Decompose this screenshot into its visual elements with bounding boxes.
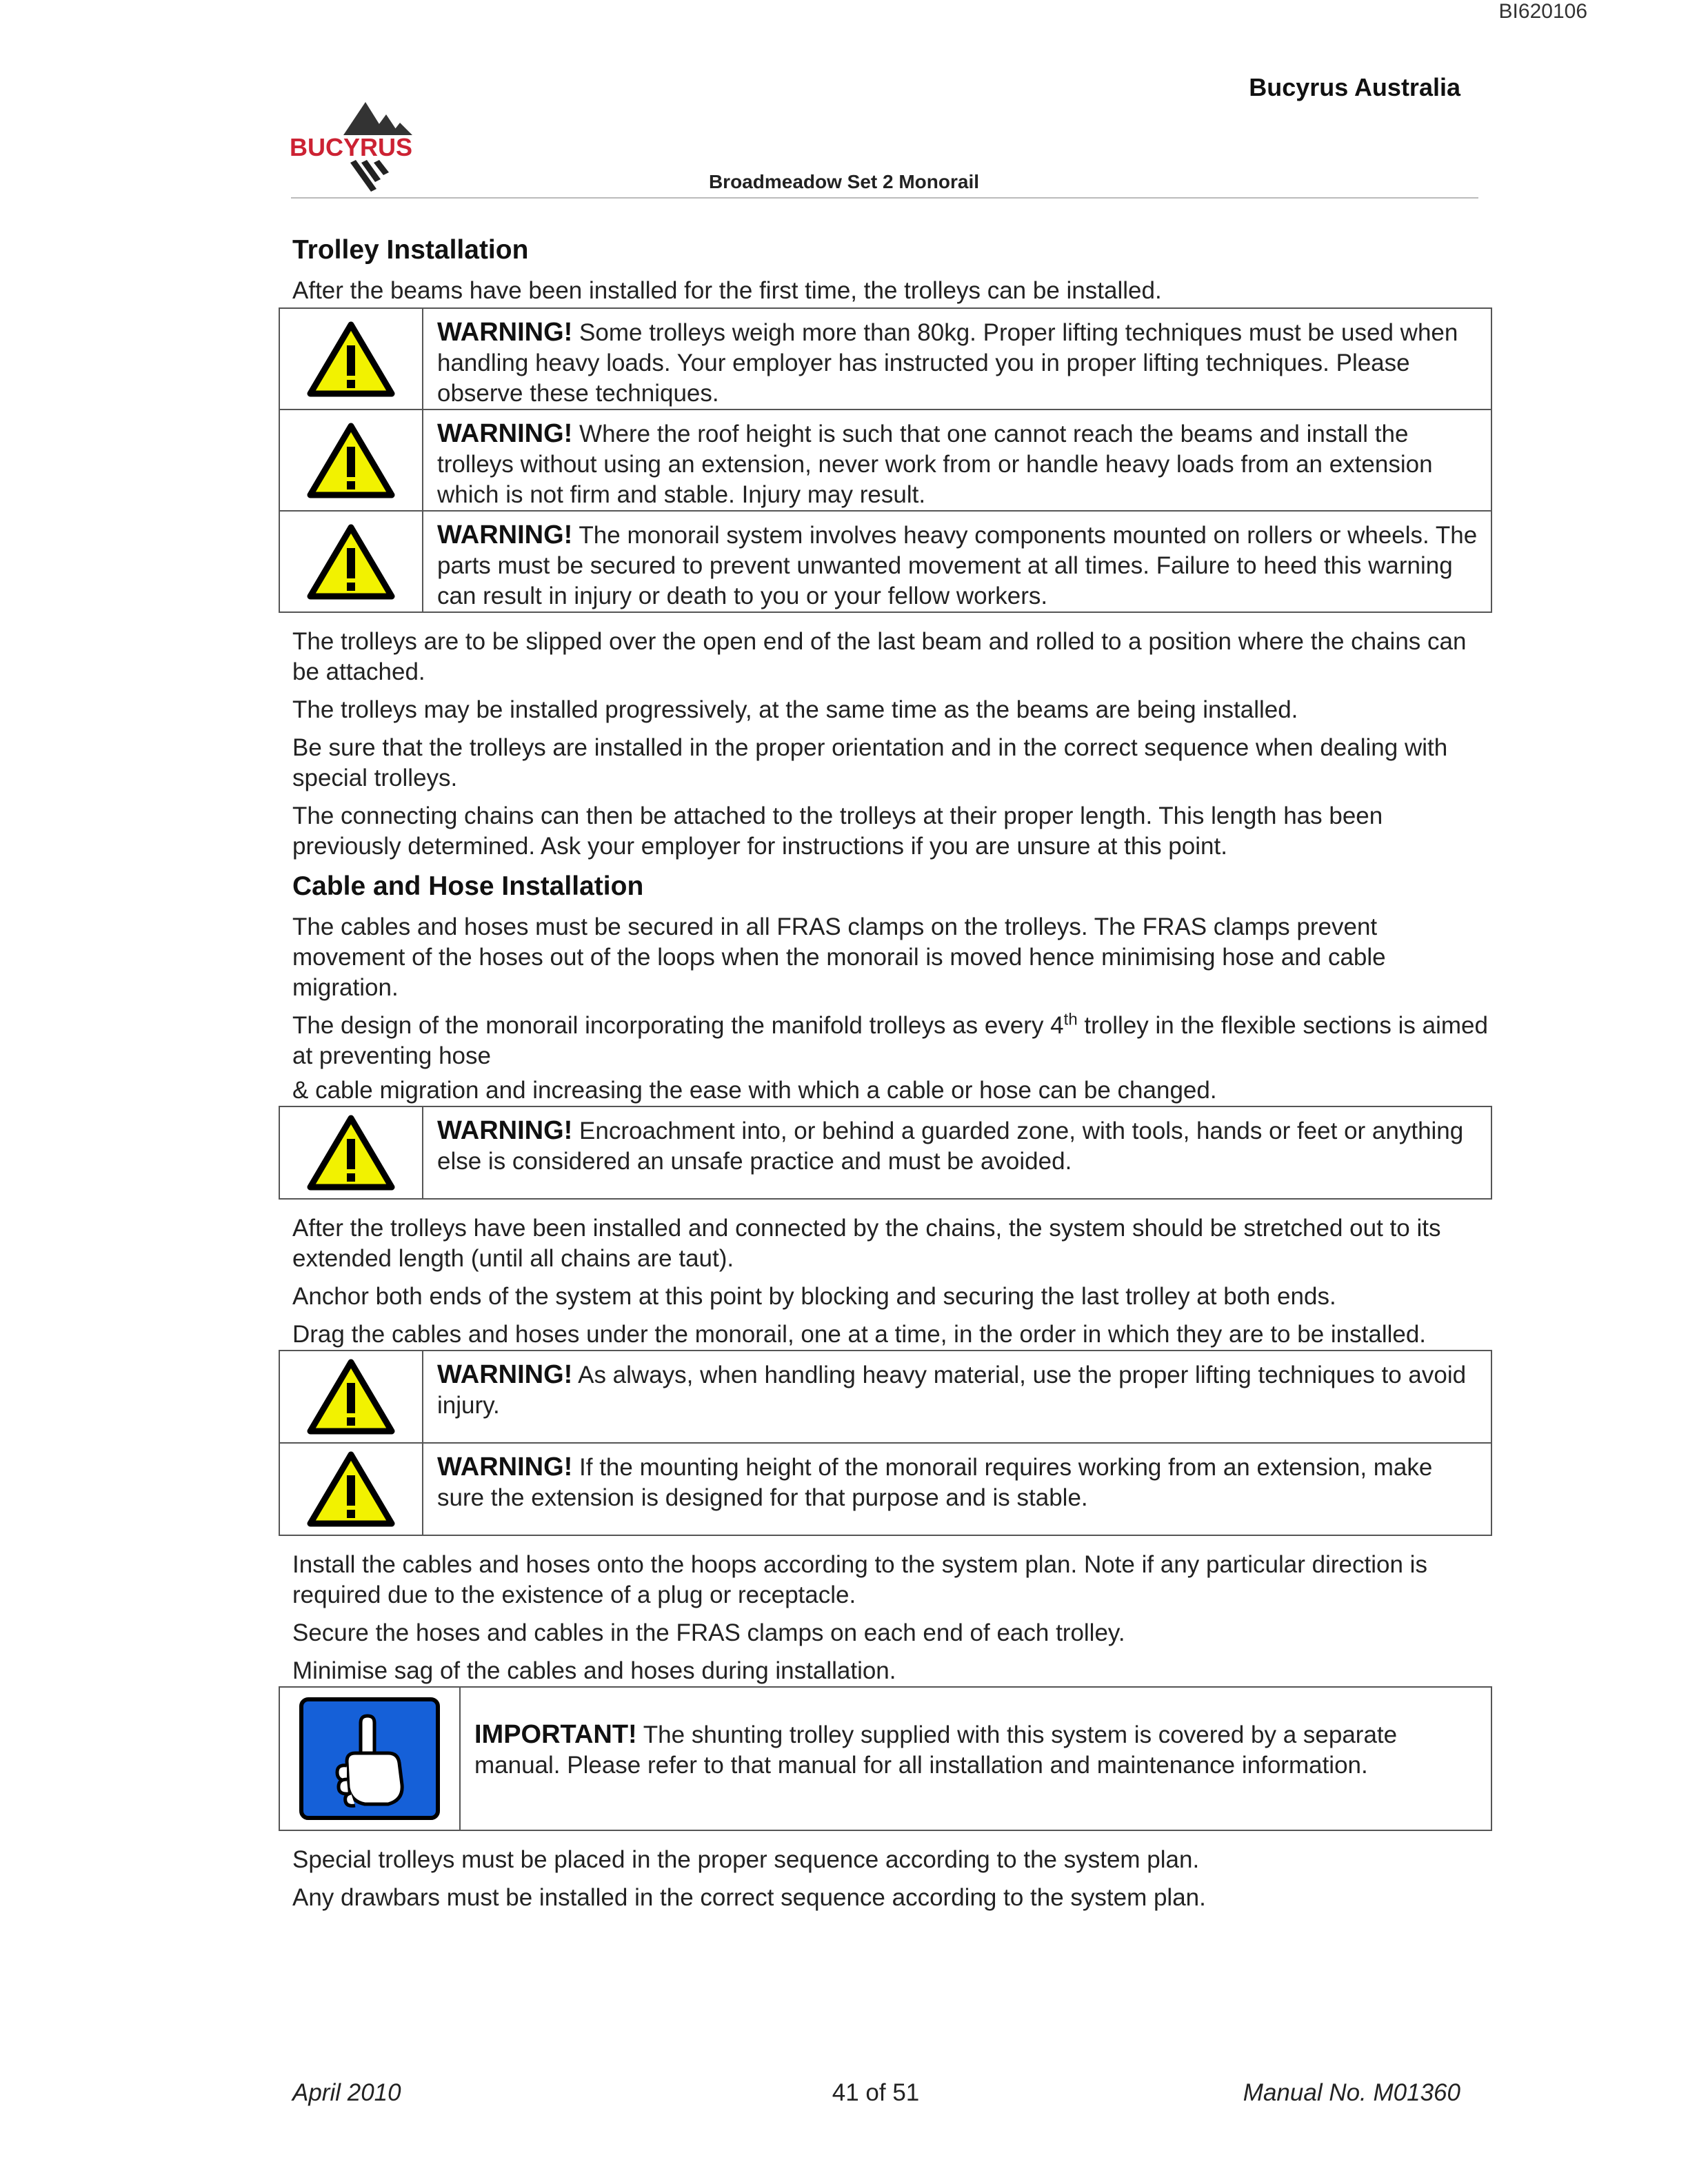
paragraph: The cables and hoses must be secured in all FRAS clamps on the trolleys. The FRAS clamps prevent movement of the hoses out of the loops when the monorail is moved hence minimising hose and cable migration. — [292, 913, 1386, 1001]
warning-triangle-icon — [306, 1358, 396, 1435]
footer-date: April 2010 — [292, 2079, 401, 2106]
warning-callout — [279, 307, 1492, 410]
warning-triangle-icon — [306, 321, 396, 398]
warning-text — [423, 309, 1491, 409]
paragraph: Special trolleys must be placed in the proper sequence according to the system plan. — [292, 1846, 1200, 1873]
warning-label: WARNING! — [437, 419, 573, 448]
important-text — [461, 1688, 1491, 1830]
paragraph: The trolleys may be installed progressively, at the same time as the beams are being installed. — [292, 696, 1298, 723]
paragraph: Minimise sag of the cables and hoses during installation. — [292, 1657, 896, 1684]
trolley-installation-heading: Trolley Installation — [292, 235, 529, 265]
warning-callout — [279, 1350, 1492, 1444]
important-callout — [279, 1686, 1492, 1831]
header-divider — [291, 197, 1478, 199]
lifting-warnings — [292, 1350, 1491, 1536]
warning-callout — [279, 1106, 1492, 1200]
warning-triangle-icon — [306, 523, 396, 600]
important-note — [292, 1686, 1491, 1831]
paragraph: Be sure that the trolleys are installed in the proper orientation and in the correct sequence when dealing with special trolleys. — [292, 734, 1448, 791]
warning-icon-cell — [280, 1351, 423, 1442]
page-content — [292, 233, 1491, 1921]
warning-icon-cell — [280, 1107, 423, 1198]
warning-text — [423, 1444, 1491, 1535]
warning-callout — [279, 410, 1492, 512]
warning-text — [423, 1107, 1491, 1198]
warning-label: WARNING! — [437, 318, 573, 347]
warning-label: WARNING! — [437, 1453, 573, 1482]
warning-callout — [279, 512, 1492, 613]
warning-icon-cell — [280, 410, 423, 510]
warning-callout — [279, 1444, 1492, 1536]
warning-triangle-icon — [306, 1450, 396, 1528]
warning-body: As always, when handling heavy material, use the proper lifting techniques to avoid injury. — [437, 1362, 1467, 1419]
paragraph: The trolleys are to be slipped over the open end of the last beam and rolled to a position where the chains can be attached. — [292, 628, 1467, 685]
paragraph: Drag the cables and hoses under the monorail, one at a time, in the order in which they are to be installed. — [292, 1321, 1427, 1348]
warning-label: WARNING! — [437, 1116, 573, 1145]
encroachment-warning — [292, 1106, 1491, 1200]
paragraph: After the trolleys have been installed and connected by the chains, the system should be stretched out to its extended length (until all chains are taut). — [292, 1215, 1441, 1272]
paragraph: Secure the hoses and cables in the FRAS clamps on each end of each trolley. — [292, 1619, 1125, 1646]
ordinal-suffix: th — [1063, 1010, 1078, 1029]
warning-label: WARNING! — [437, 1360, 573, 1389]
warning-triangle-icon — [306, 1114, 396, 1191]
warning-triangle-icon — [306, 422, 396, 499]
paragraph: The connecting chains can then be attached to the trolleys at their proper length. This length has been previously determined. Ask your employer for instructions if you are unsure at this point. — [292, 802, 1383, 860]
paragraph: Anchor both ends of the system at this point by blocking and securing the last trolley at both ends. — [292, 1283, 1336, 1310]
warning-icon-cell — [280, 1444, 423, 1535]
logo-wordmark: BUCYRUS — [290, 133, 413, 161]
document-subtitle: Broadmeadow Set 2 Monorail — [708, 171, 980, 192]
paragraph: Any drawbars must be installed in the correct sequence according to the system plan. — [292, 1884, 1206, 1911]
warning-body: If the mounting height of the monorail requires working from an extension, make sure the extension is designed for that purpose and is stable. — [437, 1454, 1433, 1511]
document-id: BI620106 — [1498, 0, 1587, 23]
warning-label: WARNING! — [437, 520, 573, 549]
footer-page-number: 41 of 51 — [832, 2079, 920, 2106]
pointing-hand-icon — [299, 1697, 441, 1821]
warning-body: Where the roof height is such that one cannot reach the beams and install the trolleys without using an extension, never work from or handle heavy loads from an extension which is not firm and stable. Injury may result. — [437, 421, 1433, 508]
warning-body: Encroachment into, or behind a guarded zone, with tools, hands or feet or anything else is considered an unsafe practice and must be avoided. — [437, 1118, 1464, 1175]
paragraph: & cable migration and increasing the ease with which a cable or hose can be changed. — [292, 1077, 1217, 1104]
warning-body: Some trolleys weigh more than 80kg. Proper lifting techniques must be used when handling heavy loads. Your employer has instructed you in proper lifting techniques. Please observe these techniques. — [437, 319, 1458, 407]
warning-text — [423, 410, 1491, 510]
company-name: Bucyrus Australia — [1249, 73, 1460, 101]
warning-text — [423, 1351, 1491, 1442]
paragraph-part: trolley in the flexible sections is aimed at preventing hose — [292, 1012, 1488, 1069]
trolley-intro: After the beams have been installed for the first time, the trolleys can be installed. — [292, 277, 1162, 304]
warning-text — [423, 512, 1491, 611]
important-body: The shunting trolley supplied with this system is covered by a separate manual. Please refer to that manual for all installation and maintenance information. — [474, 1721, 1398, 1779]
trolley-warnings — [292, 307, 1491, 613]
warning-icon-cell — [280, 309, 423, 409]
cable-hose-installation-heading: Cable and Hose Installation — [292, 871, 644, 901]
important-label: IMPORTANT! — [474, 1720, 637, 1749]
footer-manual-number: Manual No. M01360 — [1243, 2079, 1460, 2106]
paragraph: Install the cables and hoses onto the hoops according to the system plan. Note if any particular direction is required due to the existence of a plug or receptacle. — [292, 1551, 1427, 1608]
paragraph-part: The design of the monorail incorporating the manifold trolleys as every 4 — [292, 1012, 1064, 1039]
paragraph — [292, 1011, 1491, 1071]
warning-icon-cell — [280, 512, 423, 611]
important-icon-cell — [280, 1688, 461, 1830]
warning-body: The monorail system involves heavy components mounted on rollers or wheels. The parts must be secured to prevent unwanted movement at all times. Failure to heed this warning can result in injury or death to you or your fellow workers. — [437, 522, 1478, 609]
